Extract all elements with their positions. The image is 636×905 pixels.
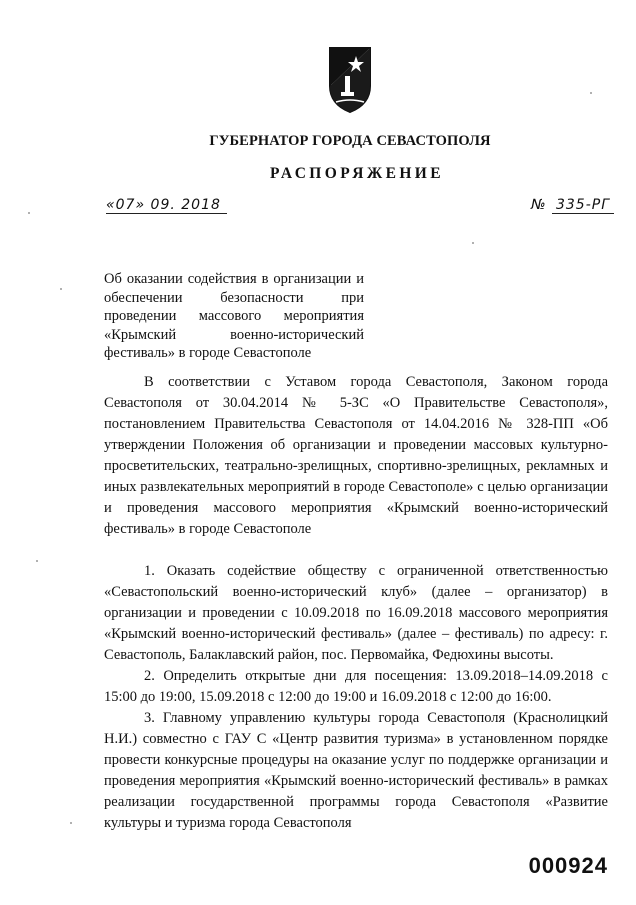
document-subject: Об оказании содействия в организации и обеспечении безопасности при проведении массового мероприятия «Крымский военно-исторический фестиваль» в городе Севастополе (104, 271, 364, 361)
clause-1-paragraph: 1. Оказать содействие обществу с ограниченной ответственностью «Севастопольский военно-исторический клуб» (далее – организатор) в организации и проведении с 10.09.2018 по 16.09.2018 массового мероприятия «Крымский военно-исторический фестиваль» (далее – фестиваль) по адресу: г. Севастополь, Балаклавский район, пос. Первомайка, Федюхины высоты. (104, 563, 608, 663)
clause-3-paragraph: 3. Главному управлению культуры города Севастополя (Краснолицкий Н.И.) совместно с ГАУ С «Центр развития туризма» в установленном порядке провести конкурсные процедуры на оказание услуг по поддержке организации и проведения мероприятия «Крымский военно-исторический фестиваль» в рамках реализации государственной программы города Севастополя «Развитие культуры и туризма города Севастополя (104, 710, 608, 831)
document-type: РАСПОРЯЖЕНИЕ (269, 165, 445, 182)
scan-speck (36, 560, 38, 562)
scan-speck (60, 288, 62, 290)
document-date: «07» 09. 2018 (106, 197, 227, 214)
document-serial-number: 000924 (528, 853, 608, 878)
sevastopol-coat-of-arms-icon (326, 46, 374, 114)
document-number (531, 197, 614, 213)
clause-2-paragraph: 2. Определить открытые дни для посещения: 13.09.2018–14.09.2018 с 15:00 до 19:00, 15.09.2018 с 12:00 до 19:00 и 16.09.2018 с 12:00 до 16:00. (104, 668, 608, 705)
scan-speck (70, 822, 72, 824)
number-value: 335-РГ (552, 197, 614, 214)
scan-speck (28, 212, 30, 214)
preamble-paragraph: В соответствии с Уставом города Севастополя, Законом города Севастополя от 30.04.2014 № 5-ЗС «О Правительстве Севастополя», постановлением Правительства Севастополя от 14.04.2016 № 328-ПП «Об утверждении Положения об организации и проведении массовых культурно-просветительских, театрально-зрелищных, спортивно-зрелищных, рекламных и иных развлекательных мероприятий в городе Севастополе» с целью организации и проведения массового мероприятия «Крымский военно-исторический фестиваль» в городе Севастополе (104, 374, 608, 537)
governor-title: ГУБЕРНАТОР ГОРОДА СЕВАСТОПОЛЯ (209, 133, 491, 149)
scan-speck (472, 242, 474, 244)
document-body (104, 372, 608, 834)
scan-speck (590, 92, 592, 94)
number-prefix: № (530, 197, 547, 213)
